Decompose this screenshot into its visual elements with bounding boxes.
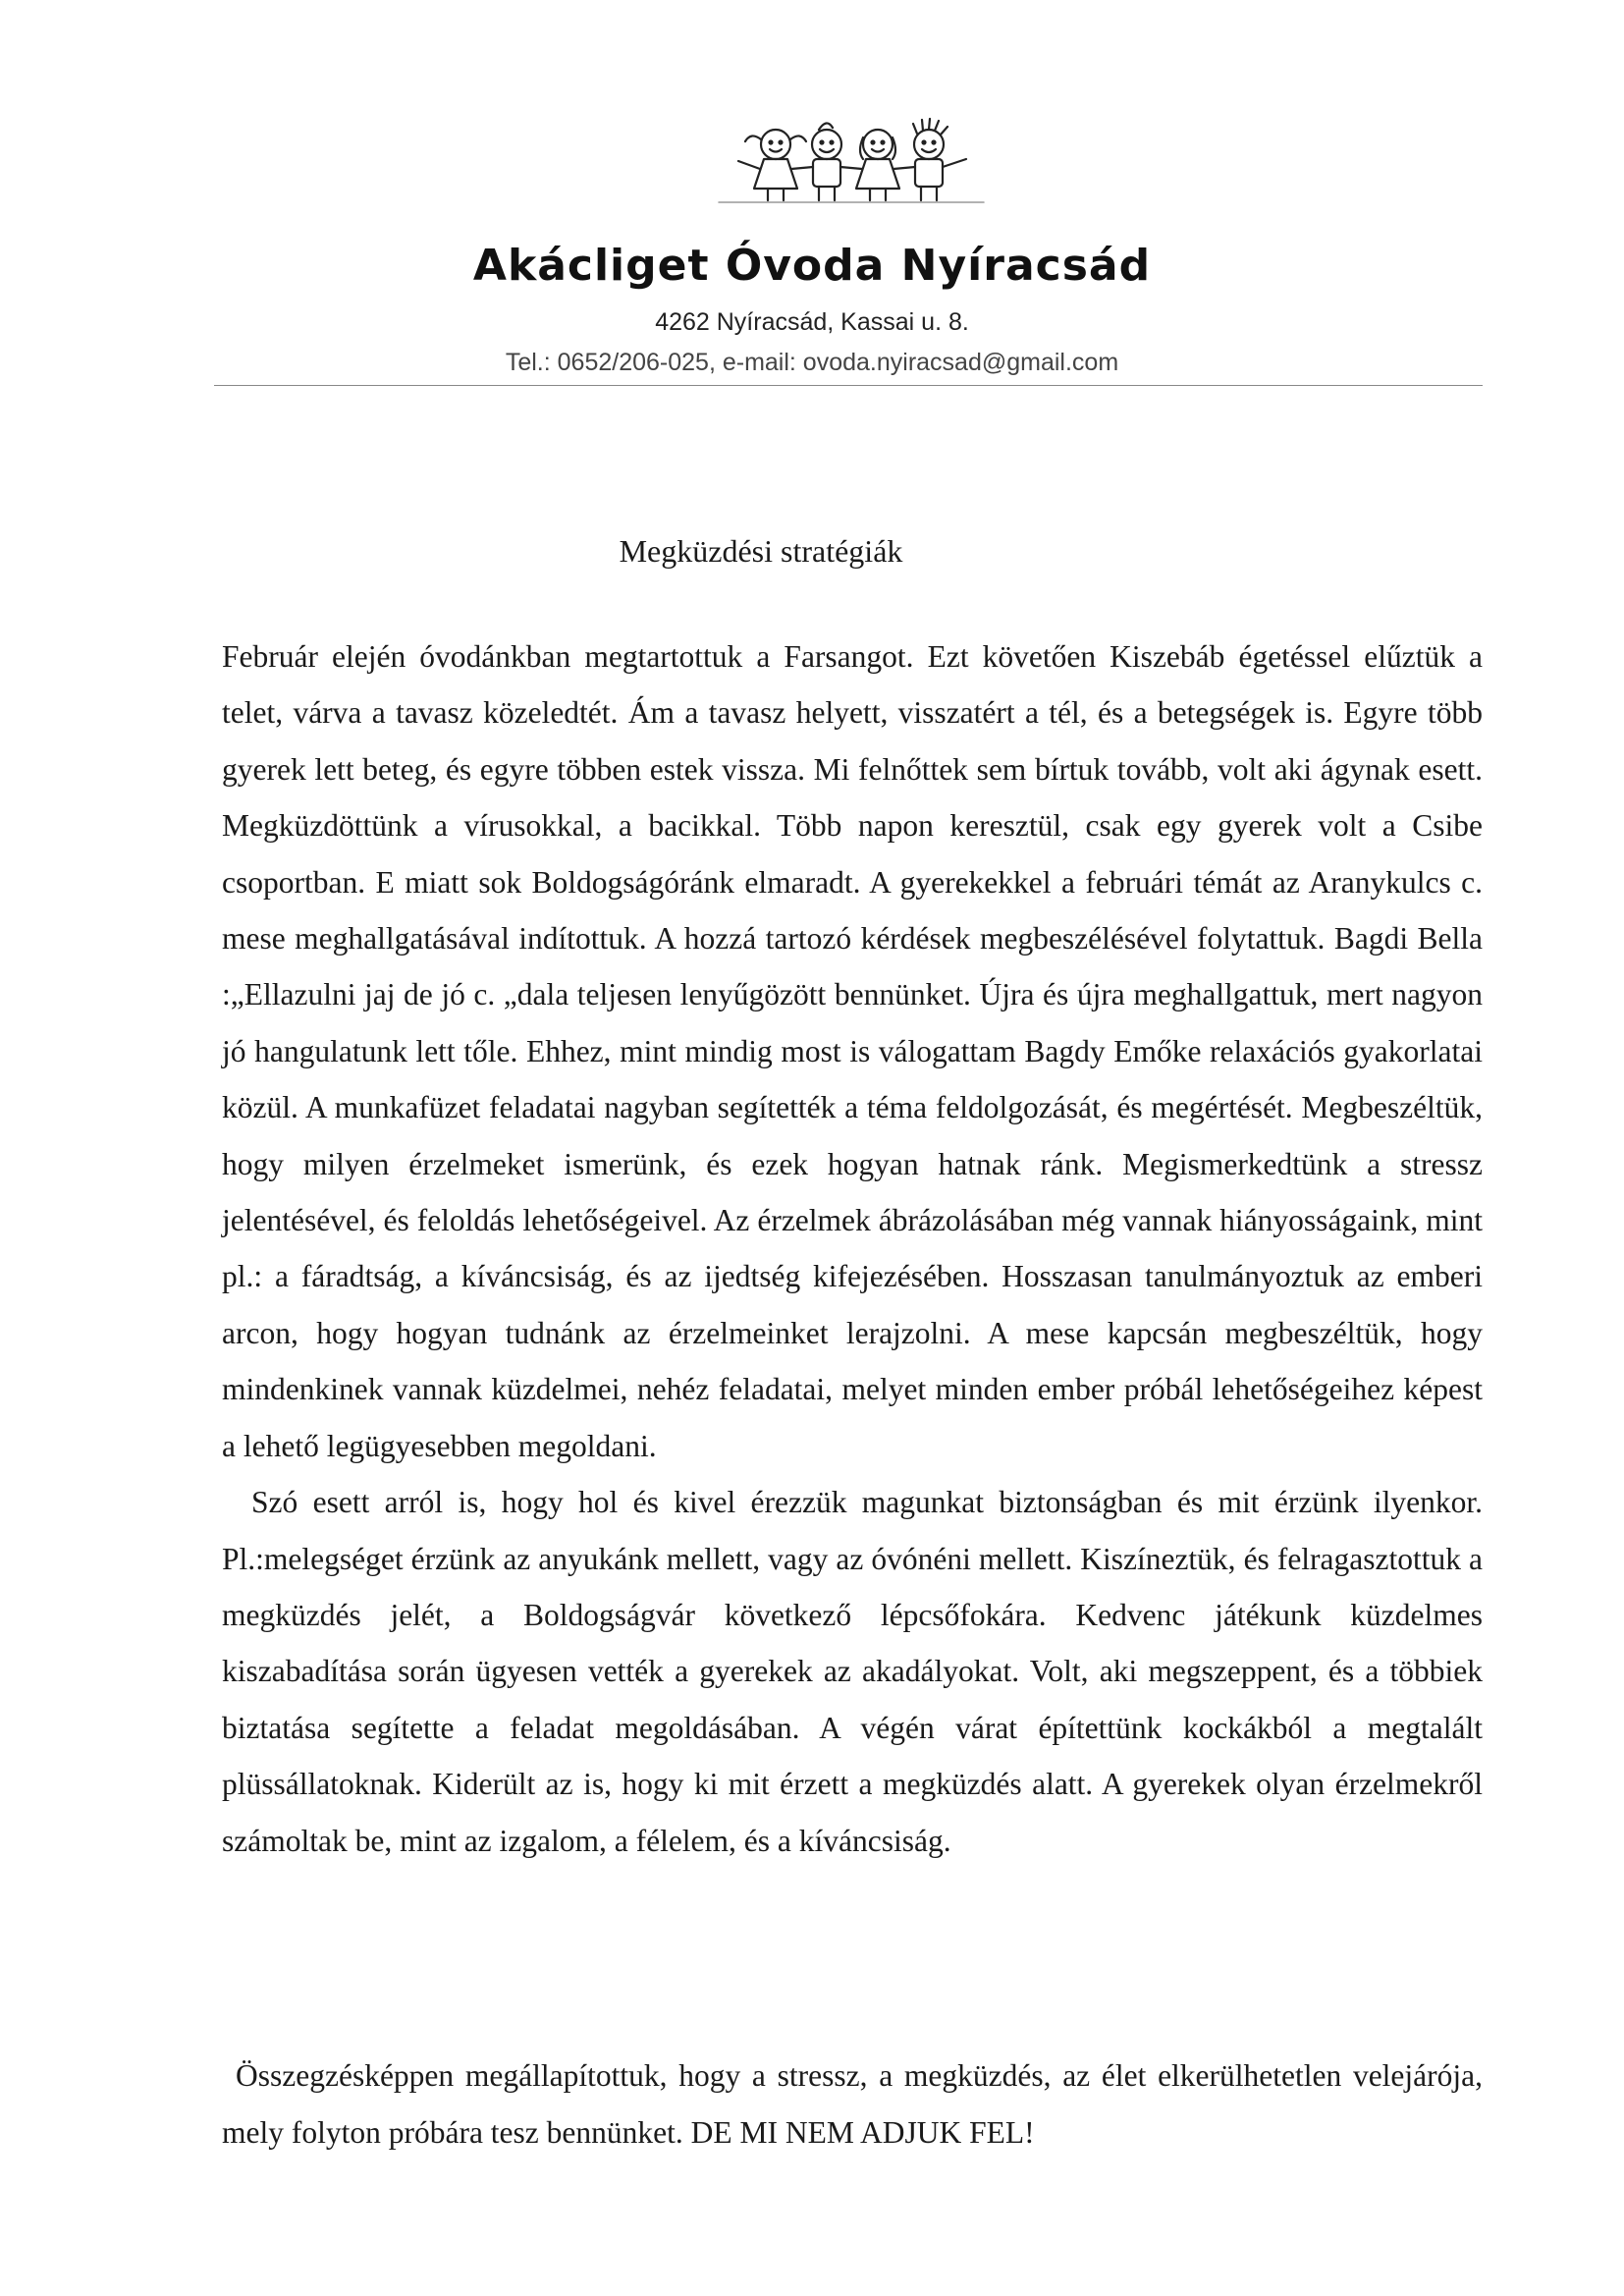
body-paragraph-2: Szó esett arról is, hogy hol és kivel érezzük magunkat biztonságban és mit érzünk ilyenkor. Pl.:melegséget érzünk az anyukánk mellett, vagy az óvónéni mellett. Kiszíneztük, és felragasztottuk a megküzdés jelét, a Boldogságvár következő lépcsőfokára. Kedvenc játékunk küzdelmes kiszabadítása során ügyesen vették a gyerekek az akadályokat. Volt, aki megszeppent, és a többiek biztatása segítette a feladat megoldásában. A végén várat építettünk kockákból a megtalált plüssállatoknak. Kiderült az is, hogy ki mit érzett a megküzdés alatt. A gyerekek olyan érzelmekről számoltak be, mint az izgalom, a félelem, és a kíváncsiság. [222, 1485, 1483, 1858]
organization-contact: Tel.: 0652/206-025, e-mail: ovoda.nyiracsad@gmail.com [505, 349, 1119, 376]
header-divider [214, 385, 1483, 386]
organization-name: Akácliget Óvoda Nyíracsád [472, 241, 1152, 291]
organization-address: 4262 Nyíracsád, Kassai u. 8. [655, 308, 969, 336]
document-title: Megküzdési stratégiák [619, 533, 903, 569]
children-holding-hands-icon [709, 110, 994, 208]
body-paragraph-1: Február elején óvodánkban megtartottuk a Farsangot. Ezt követően Kiszebáb égetéssel elűztük a telet, várva a tavasz közeledtét. Ám a tavasz helyett, visszatért a tél, és a betegségek is. Egyre több gyerek lett beteg, és egyre többen estek vissza. Mi felnőttek sem bírtuk tovább, volt aki ágynak esett. Megküzdöttünk a vírusokkal, a bacikkal. Több napon keresztül, csak egy gyerek volt a Csibe csoportban. E miatt sok Boldogságóránk elmaradt. A gyerekekkel a februári témát az Aranykulcs c. mese meghallgatásával indítottuk. A hozzá tartozó kérdések megbeszélésével folytattuk. Bagdi Bella :„Ellazulni jaj de jó c. „dala teljesen lenyűgözött bennünket. Újra és újra meghallgattuk, mert nagyon jó hangulatunk lett tőle. Ehhez, mint mindig most is válogattam Bagdy Emőke relaxációs gyakorlatai közül. A munkafüzet feladatai nagyban segítették a téma feldolgozását, és megértését. Megbeszéltük, hogy milyen érzelmeket ismerünk, és ezek hogyan hatnak ránk. Megismerkedtünk a stressz jelentésével, és feloldás lehetőségeivel. Az érzelmek ábrázolásában még vannak hiányosságaink, mint pl.: a fáradtság, a kíváncsiság, és az ijedtség kifejezésében. Hosszasan tanulmányoztuk az emberi arcon, hogy hogyan tudnánk az érzelmeinket lerajzolni. A mese kapcsán megbeszéltük, hogy mindenkinek vannak küzdelmei, nehéz feladatai, melyet minden ember próbál lehetőségeihez képest a lehető legügyesebben megoldani. [222, 639, 1483, 1463]
conclusion-paragraph: Összegzésképpen megállapítottuk, hogy a stressz, a megküzdés, az élet elkerülhetetlen velejárója, mely folyton próbára tesz bennünket. DE MI NEM ADJUK FEL! [222, 2058, 1483, 2150]
document-body [222, 629, 1483, 1869]
